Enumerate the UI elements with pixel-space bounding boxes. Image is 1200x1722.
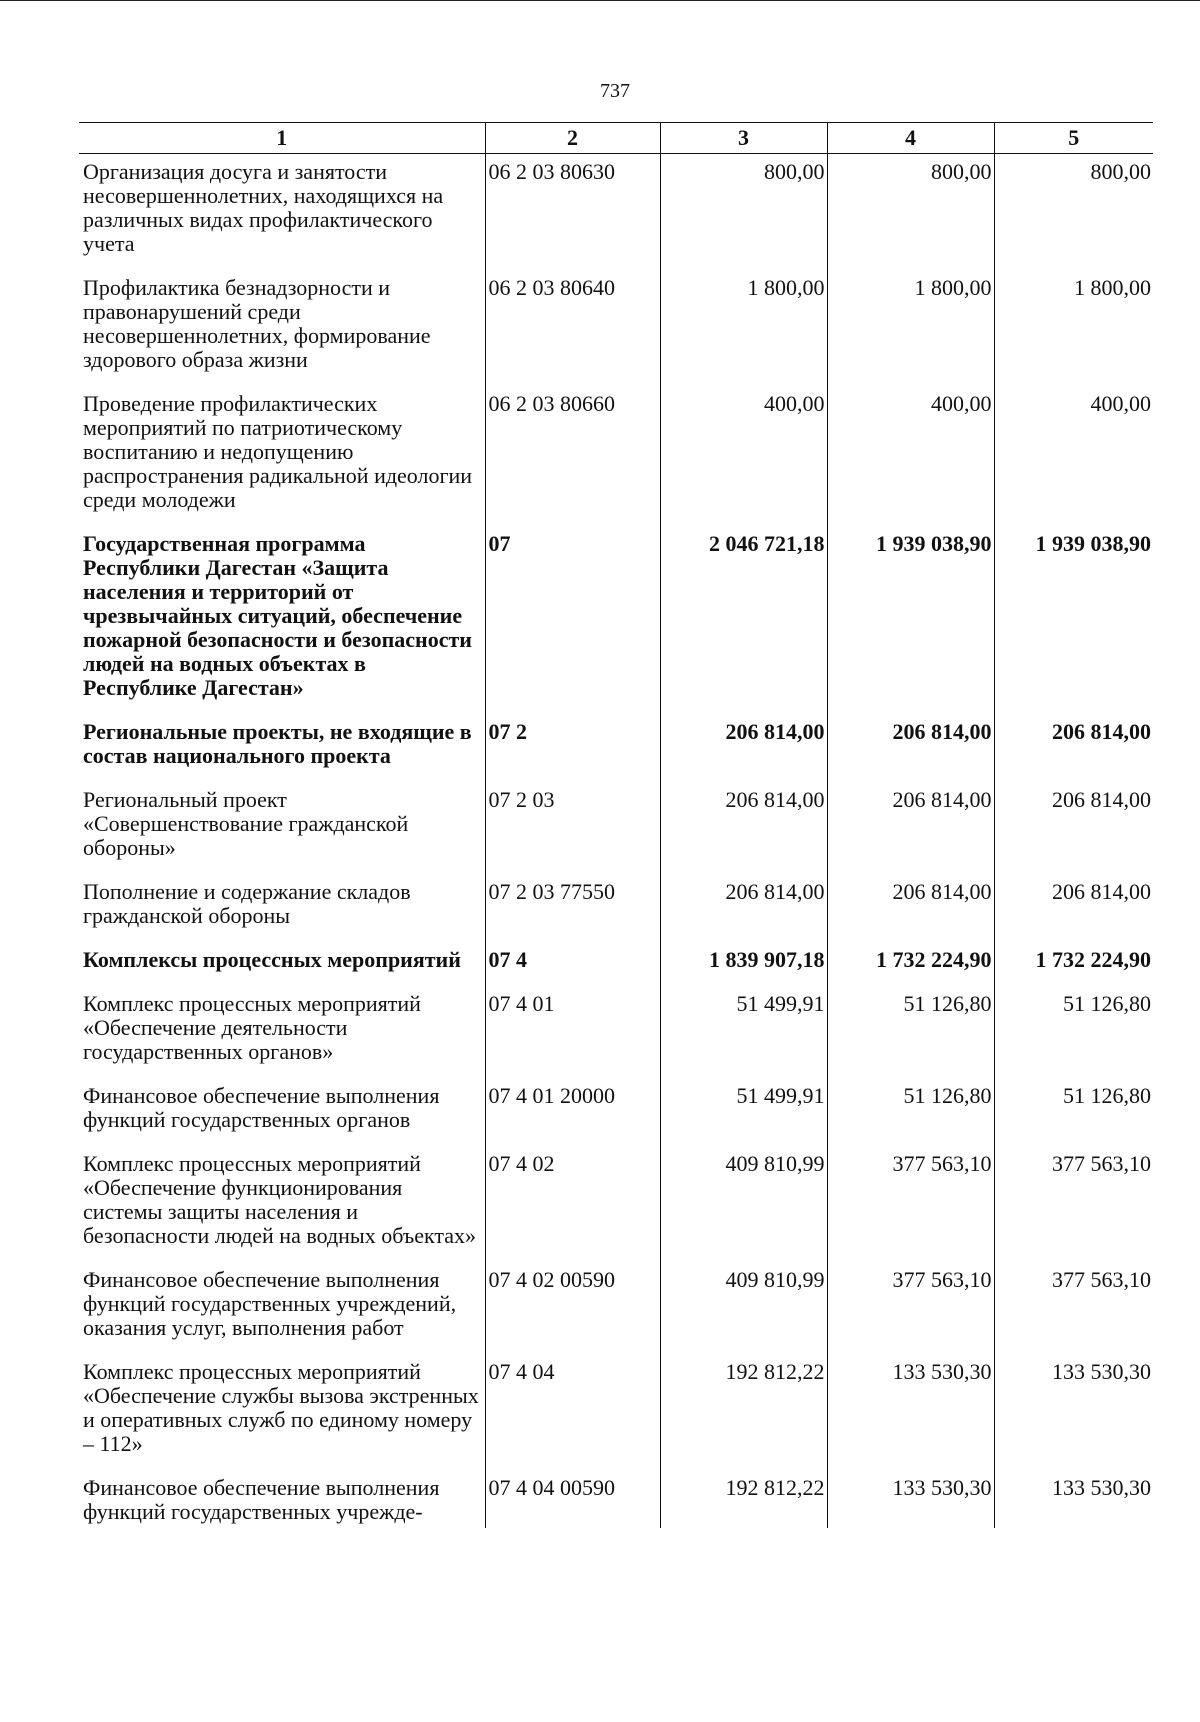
row-code-cell: 07 4 01 20000 [485,1078,660,1146]
row-name-cell: Региональный проект «Совершенствование гражданской обороны» [83,787,409,860]
table-row [79,386,1153,526]
row-value-col4: 400,00 [827,386,994,526]
table-row [79,1354,1153,1470]
row-value-col4: 377 563,10 [827,1262,994,1354]
row-value-col3: 206 814,00 [660,782,827,874]
table-row [79,1262,1153,1354]
row-value-col5: 1 800,00 [994,270,1153,386]
row-value-col5: 377 563,10 [994,1262,1153,1354]
row-value-col5: 800,00 [994,154,1153,271]
row-value-col4: 800,00 [827,154,994,271]
row-name-cell: Комплексы процессных мероприятий [83,947,461,972]
table-row [79,1146,1153,1262]
row-name-cell: Комплекс процессных мероприятий «Обеспечение службы вызова экстренных и оперативных служб по единому номеру – 112» [83,1359,479,1456]
row-value-col4: 206 814,00 [827,714,994,782]
column-header-2: 2 [485,123,660,154]
table-row [79,270,1153,386]
table-row [79,986,1153,1078]
row-value-col5: 133 530,30 [994,1354,1153,1470]
row-code-cell: 07 4 02 [485,1146,660,1262]
page-number: 737 [600,80,630,102]
row-value-col5: 1 732 224,90 [994,942,1153,986]
row-value-col5: 51 126,80 [994,986,1153,1078]
row-value-col5: 377 563,10 [994,1146,1153,1262]
row-value-col3: 192 812,22 [660,1354,827,1470]
row-value-col3: 800,00 [660,154,827,271]
row-name-cell: Финансовое обеспечение выполнения функций государственных учрежде- [83,1475,440,1524]
table-row [79,526,1153,714]
row-value-col3: 1 839 907,18 [660,942,827,986]
row-code-cell: 07 2 03 77550 [485,874,660,942]
row-name-cell: Проведение профилактических мероприятий по патриотическому воспитанию и недопущению распространения радикальной идеологии среди молодежи [83,391,473,512]
row-value-col5: 400,00 [994,386,1153,526]
row-name-cell: Государственная программа Республики Дагестан «Защита населения и территорий от чрезвычайных ситуаций, обеспечение пожарной безопасности и безопасности людей на водных объектах в Республике Дагестан» [83,531,472,700]
row-value-col3: 409 810,99 [660,1146,827,1262]
row-value-col5: 206 814,00 [994,782,1153,874]
row-value-col5: 133 530,30 [994,1470,1153,1528]
row-value-col4: 377 563,10 [827,1146,994,1262]
row-value-col5: 1 939 038,90 [994,526,1153,714]
scan-edge-line [0,0,1200,1]
column-header-5: 5 [994,123,1153,154]
table-header [79,123,1153,154]
row-value-col3: 192 812,22 [660,1470,827,1528]
row-code-cell: 07 4 [485,942,660,986]
row-code-cell: 06 2 03 80640 [485,270,660,386]
row-value-col3: 2 046 721,18 [660,526,827,714]
row-name-cell: Комплекс процессных мероприятий «Обеспечение функционирования системы защиты населения и безопасности людей на водных объектах» [83,1151,477,1248]
column-header-1: 1 [79,123,485,154]
row-code-cell: 07 [485,526,660,714]
row-value-col4: 133 530,30 [827,1470,994,1528]
row-value-col4: 206 814,00 [827,874,994,942]
table-row [79,782,1153,874]
row-value-col3: 409 810,99 [660,1262,827,1354]
row-name-cell: Организация досуга и занятости несовершеннолетних, находящихся на различных видах профилактического учета [83,159,444,256]
row-name-cell: Комплекс процессных мероприятий «Обеспечение деятельности государственных органов» [83,991,421,1064]
row-code-cell: 06 2 03 80660 [485,386,660,526]
row-value-col4: 1 732 224,90 [827,942,994,986]
row-value-col4: 206 814,00 [827,782,994,874]
row-name-cell: Финансовое обеспечение выполнения функций государственных учреждений, оказания услуг, выполнения работ [83,1267,457,1340]
row-value-col4: 1 939 038,90 [827,526,994,714]
row-value-col3: 206 814,00 [660,714,827,782]
row-value-col4: 133 530,30 [827,1354,994,1470]
row-code-cell: 07 4 01 [485,986,660,1078]
row-value-col3: 51 499,91 [660,986,827,1078]
table-row [79,874,1153,942]
table-row [79,1470,1153,1528]
row-name-cell: Финансовое обеспечение выполнения функций государственных органов [83,1083,440,1132]
row-code-cell: 07 4 04 [485,1354,660,1470]
budget-table [79,122,1153,1528]
row-value-col4: 51 126,80 [827,986,994,1078]
row-code-cell: 06 2 03 80630 [485,154,660,271]
row-code-cell: 07 4 02 00590 [485,1262,660,1354]
column-header-3: 3 [660,123,827,154]
row-code-cell: 07 4 04 00590 [485,1470,660,1528]
row-value-col4: 51 126,80 [827,1078,994,1146]
row-code-cell: 07 2 [485,714,660,782]
table-body [79,154,1153,1529]
row-name-cell: Профилактика безнадзорности и правонарушений среди несовершеннолетних, формирование здорового образа жизни [83,275,431,372]
row-value-col5: 51 126,80 [994,1078,1153,1146]
table-row [79,942,1153,986]
row-value-col3: 206 814,00 [660,874,827,942]
row-value-col4: 1 800,00 [827,270,994,386]
table-row [79,1078,1153,1146]
row-value-col5: 206 814,00 [994,714,1153,782]
row-name-cell: Региональные проекты, не входящие в состав национального проекта [83,719,472,768]
table-row [79,714,1153,782]
header-row [79,123,1153,154]
row-value-col3: 400,00 [660,386,827,526]
table-row [79,154,1153,271]
row-value-col3: 51 499,91 [660,1078,827,1146]
row-value-col3: 1 800,00 [660,270,827,386]
row-code-cell: 07 2 03 [485,782,660,874]
column-header-4: 4 [827,123,994,154]
row-name-cell: Пополнение и содержание складов гражданской обороны [83,879,411,928]
row-value-col5: 206 814,00 [994,874,1153,942]
